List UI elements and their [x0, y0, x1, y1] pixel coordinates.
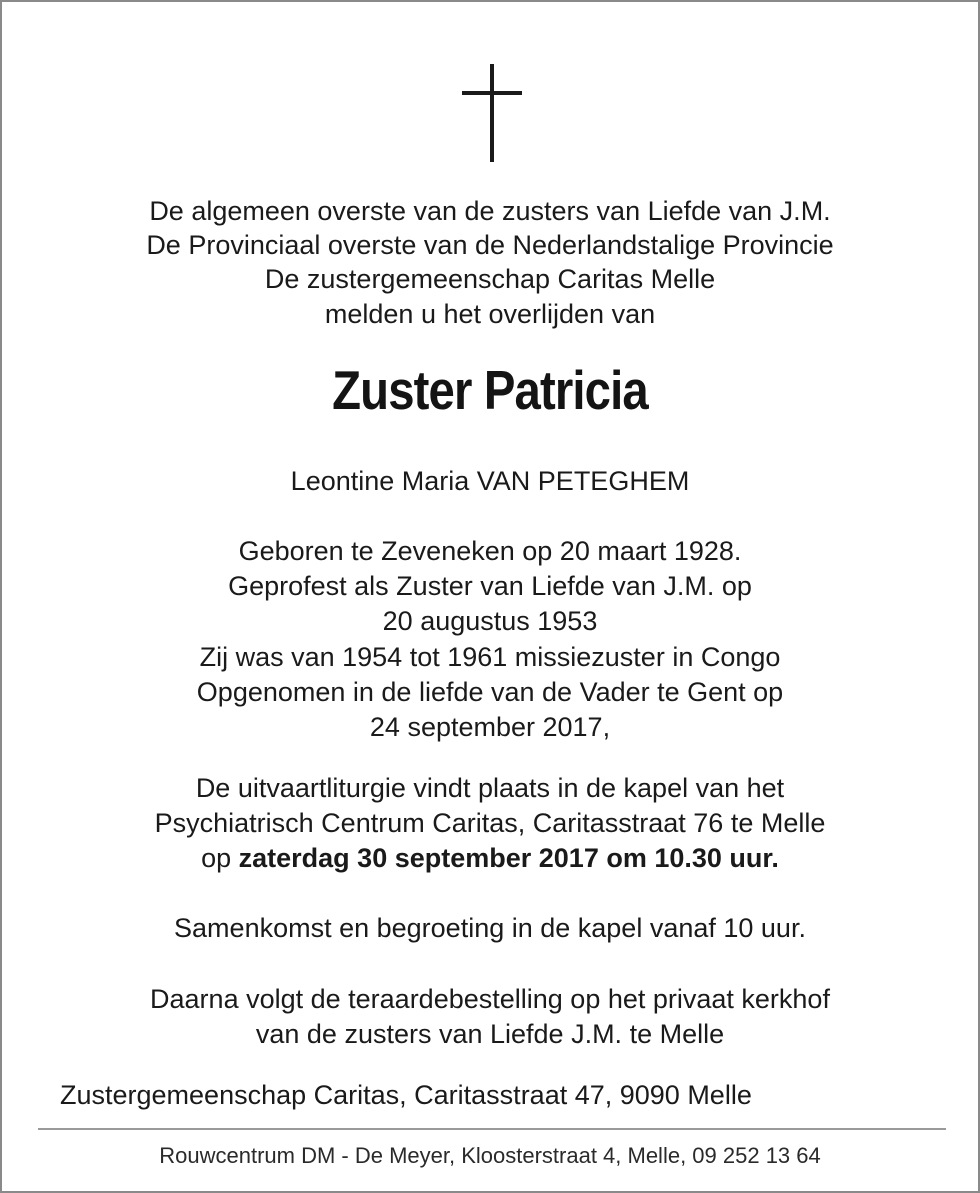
divider: [38, 1128, 946, 1130]
cross-icon: [462, 64, 524, 162]
bio-line-1: Geboren te Zeveneken op 20 maart 1928.: [238, 536, 742, 566]
gathering-line: Samenkomst en begroeting in de kapel vanaf 10 uur.: [174, 913, 806, 943]
intro-line-2: De Provinciaal overste van de Nederlandstalige Provincie: [146, 230, 834, 260]
intro-line-1: De algemeen overste van de zusters van Liefde van J.M.: [149, 196, 831, 226]
funeral-line-3: [2, 841, 978, 876]
funeral-line-1: De uitvaartliturgie vindt plaats in de kapel van het: [195, 773, 785, 803]
bio-line-4: Zij was van 1954 tot 1961 missiezuster in Congo: [199, 642, 781, 672]
deceased-name: Zuster Patricia: [332, 359, 648, 421]
funeral-datetime: zaterdag 30 september 2017 om 10.30 uur.: [238, 843, 779, 873]
bio-line-2: Geprofest als Zuster van Liefde van J.M. op: [228, 571, 752, 601]
burial-line-2: van de zusters van Liefde J.M. te Melle: [255, 1019, 725, 1049]
funeral-home-footer: Rouwcentrum DM - De Meyer, Kloosterstraat 4, Melle, 09 252 13 64: [159, 1143, 821, 1168]
bio-line-6: 24 september 2017,: [369, 712, 611, 742]
community-address: Zustergemeenschap Caritas, Caritasstraat 47, 9090 Melle: [60, 1080, 752, 1110]
burial-line-1: Daarna volgt de teraardebestelling op het privaat kerkhof: [150, 984, 830, 1014]
civil-name: Leontine Maria VAN PETEGHEM: [290, 466, 690, 496]
funeral-line-2: Psychiatrisch Centrum Caritas, Caritasstraat 76 te Melle: [154, 808, 826, 838]
bio-line-3: 20 augustus 1953: [382, 606, 598, 636]
funeral-prefix: op: [201, 843, 239, 873]
intro-line-3: De zustergemeenschap Caritas Melle: [264, 264, 716, 294]
bio-line-5: Opgenomen in de liefde van de Vader te Gent op: [196, 677, 784, 707]
intro-line-4: melden u het overlijden van: [324, 299, 656, 329]
